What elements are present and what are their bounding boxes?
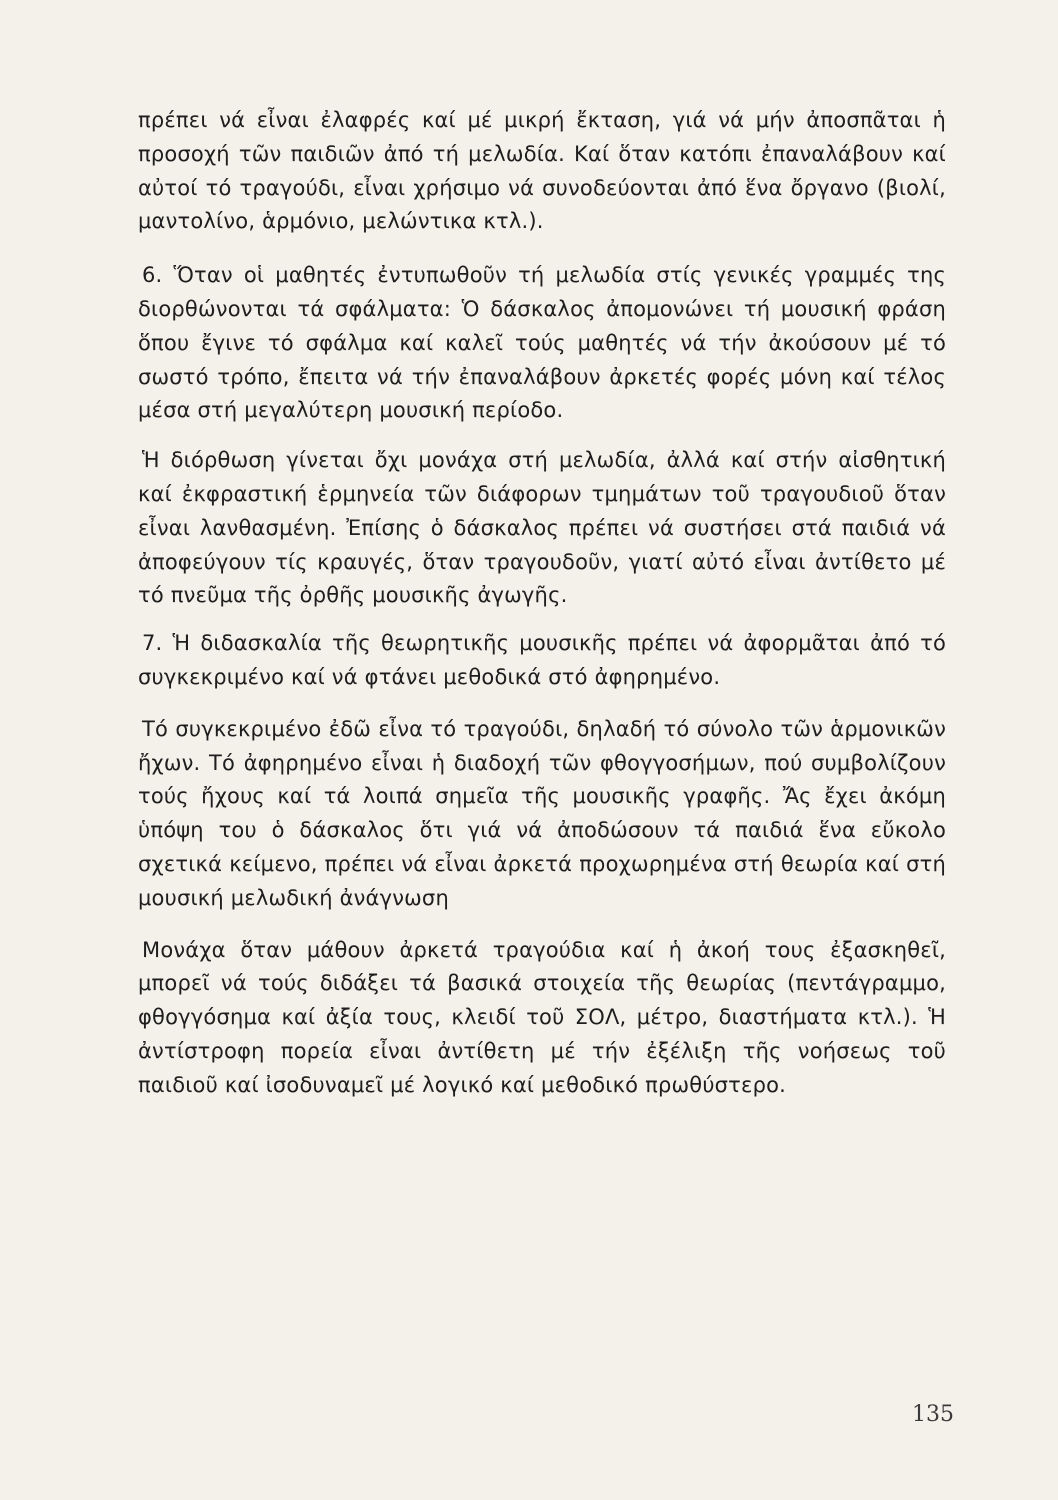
paragraph-6: Μονάχα ὅταν μάθουν ἀρκετά τραγούδια καί ἡ ἀκοή τους ἐξασκηθεῖ, μπορεῖ νά τούς διδάξει τά βασικά στοιχεία τῆς θεωρίας (πεντάγραμμο, φθογγόσημα καί ἀξία τους, κλειδί τοῦ ΣΟΛ, μέτρο, διαστήματα κτλ.). Ἡ ἀντίστροφη πορεία εἶναι ἀντίθετη μέ τήν ἐξέλιξη τῆς νοήσεως τοῦ παιδιοῦ καί ἰσοδυναμεῖ μέ λογικό καί μεθοδικό πρωθύστερο.: [138, 937, 946, 1097]
paragraph-3: Ἡ διόρθωση γίνεται ὄχι μονάχα στή μελωδία, ἀλλά καί στήν αἰσθητική καί ἐκφραστική ἑρμηνεία τῶν διάφορων τμημάτων τοῦ τραγουδιοῦ ὅταν εἶναι λανθασμένη. Ἐπίσης ὁ δάσκαλος πρέπει νά συστήσει στά παιδιά νά ἀποφεύγουν τίς κραυγές, ὅταν τραγουδοῦν, γιατί αὐτό εἶναι ἀντίθετο μέ τό πνεῦμα τῆς ὀρθῆς μουσικῆς ἀγωγῆς.: [138, 448, 946, 608]
body-text: [138, 104, 946, 1103]
paragraph-5: Τό συγκεκριμένο ἐδῶ εἶνα τό τραγούδι, δηλαδή τό σύνολο τῶν ἁρμονικῶν ἤχων. Τό ἀφηρημένο εἶναι ἡ διαδοχή τῶν φθογγοσήμων, πού συμβολίζουν τούς ἤχους καί τά λοιπά σημεῖα τῆς μουσικῆς γραφῆς. Ἄς ἔχει ἀκόμη ὑπόψη του ὁ δάσκαλος ὅτι γιά νά ἀποδώσουν τά παιδιά ἕνα εὔκολο σχετικά κείμενο, πρέπει νά εἶναι ἀρκετά προχωρημένα στή θεωρία καί στή μουσική μελωδική ἀνάγνωση: [138, 716, 946, 910]
paragraph-4: 7. Ἡ διδασκαλία τῆς θεωρητικῆς μουσικῆς πρέπει νά ἀφορμᾶται ἀπό τό συγκεκριμένο καί νά φτάνει μεθοδικά στό ἀφηρημένο.: [138, 631, 946, 689]
paragraph-2: 6. Ὅταν οἱ μαθητές ἐντυπωθοῦν τή μελωδία στίς γενικές γραμμές της διορθώνονται τά σφάλματα: Ὁ δάσκαλος ἀπομονώνει τή μουσική φράση ὅπου ἔγινε τό σφάλμα καί καλεῖ τούς μαθητές νά τήν ἀκούσουν μέ τό σωστό τρόπο, ἔπειτα νά τήν ἐπαναλάβουν ἀρκετές φορές μόνη καί τέλος μέσα στή μεγαλύτερη μουσική περίοδο.: [138, 263, 946, 423]
page-number: 135: [912, 1402, 954, 1427]
paragraph-1: πρέπει νά εἶναι ἐλαφρές καί μέ μικρή ἔκταση, γιά νά μήν ἀποσπᾶται ἡ προσοχή τῶν παιδιῶν ἀπό τή μελωδία. Καί ὅταν κατόπι ἐπαναλάβουν καί αὐτοί τό τραγούδι, εἶναι χρήσιμο νά συνοδεύονται ἀπό ἕνα ὄργανο (βιολί, μαντολίνο, ἁρμόνιο, μελώντικα κτλ.).: [138, 108, 946, 234]
